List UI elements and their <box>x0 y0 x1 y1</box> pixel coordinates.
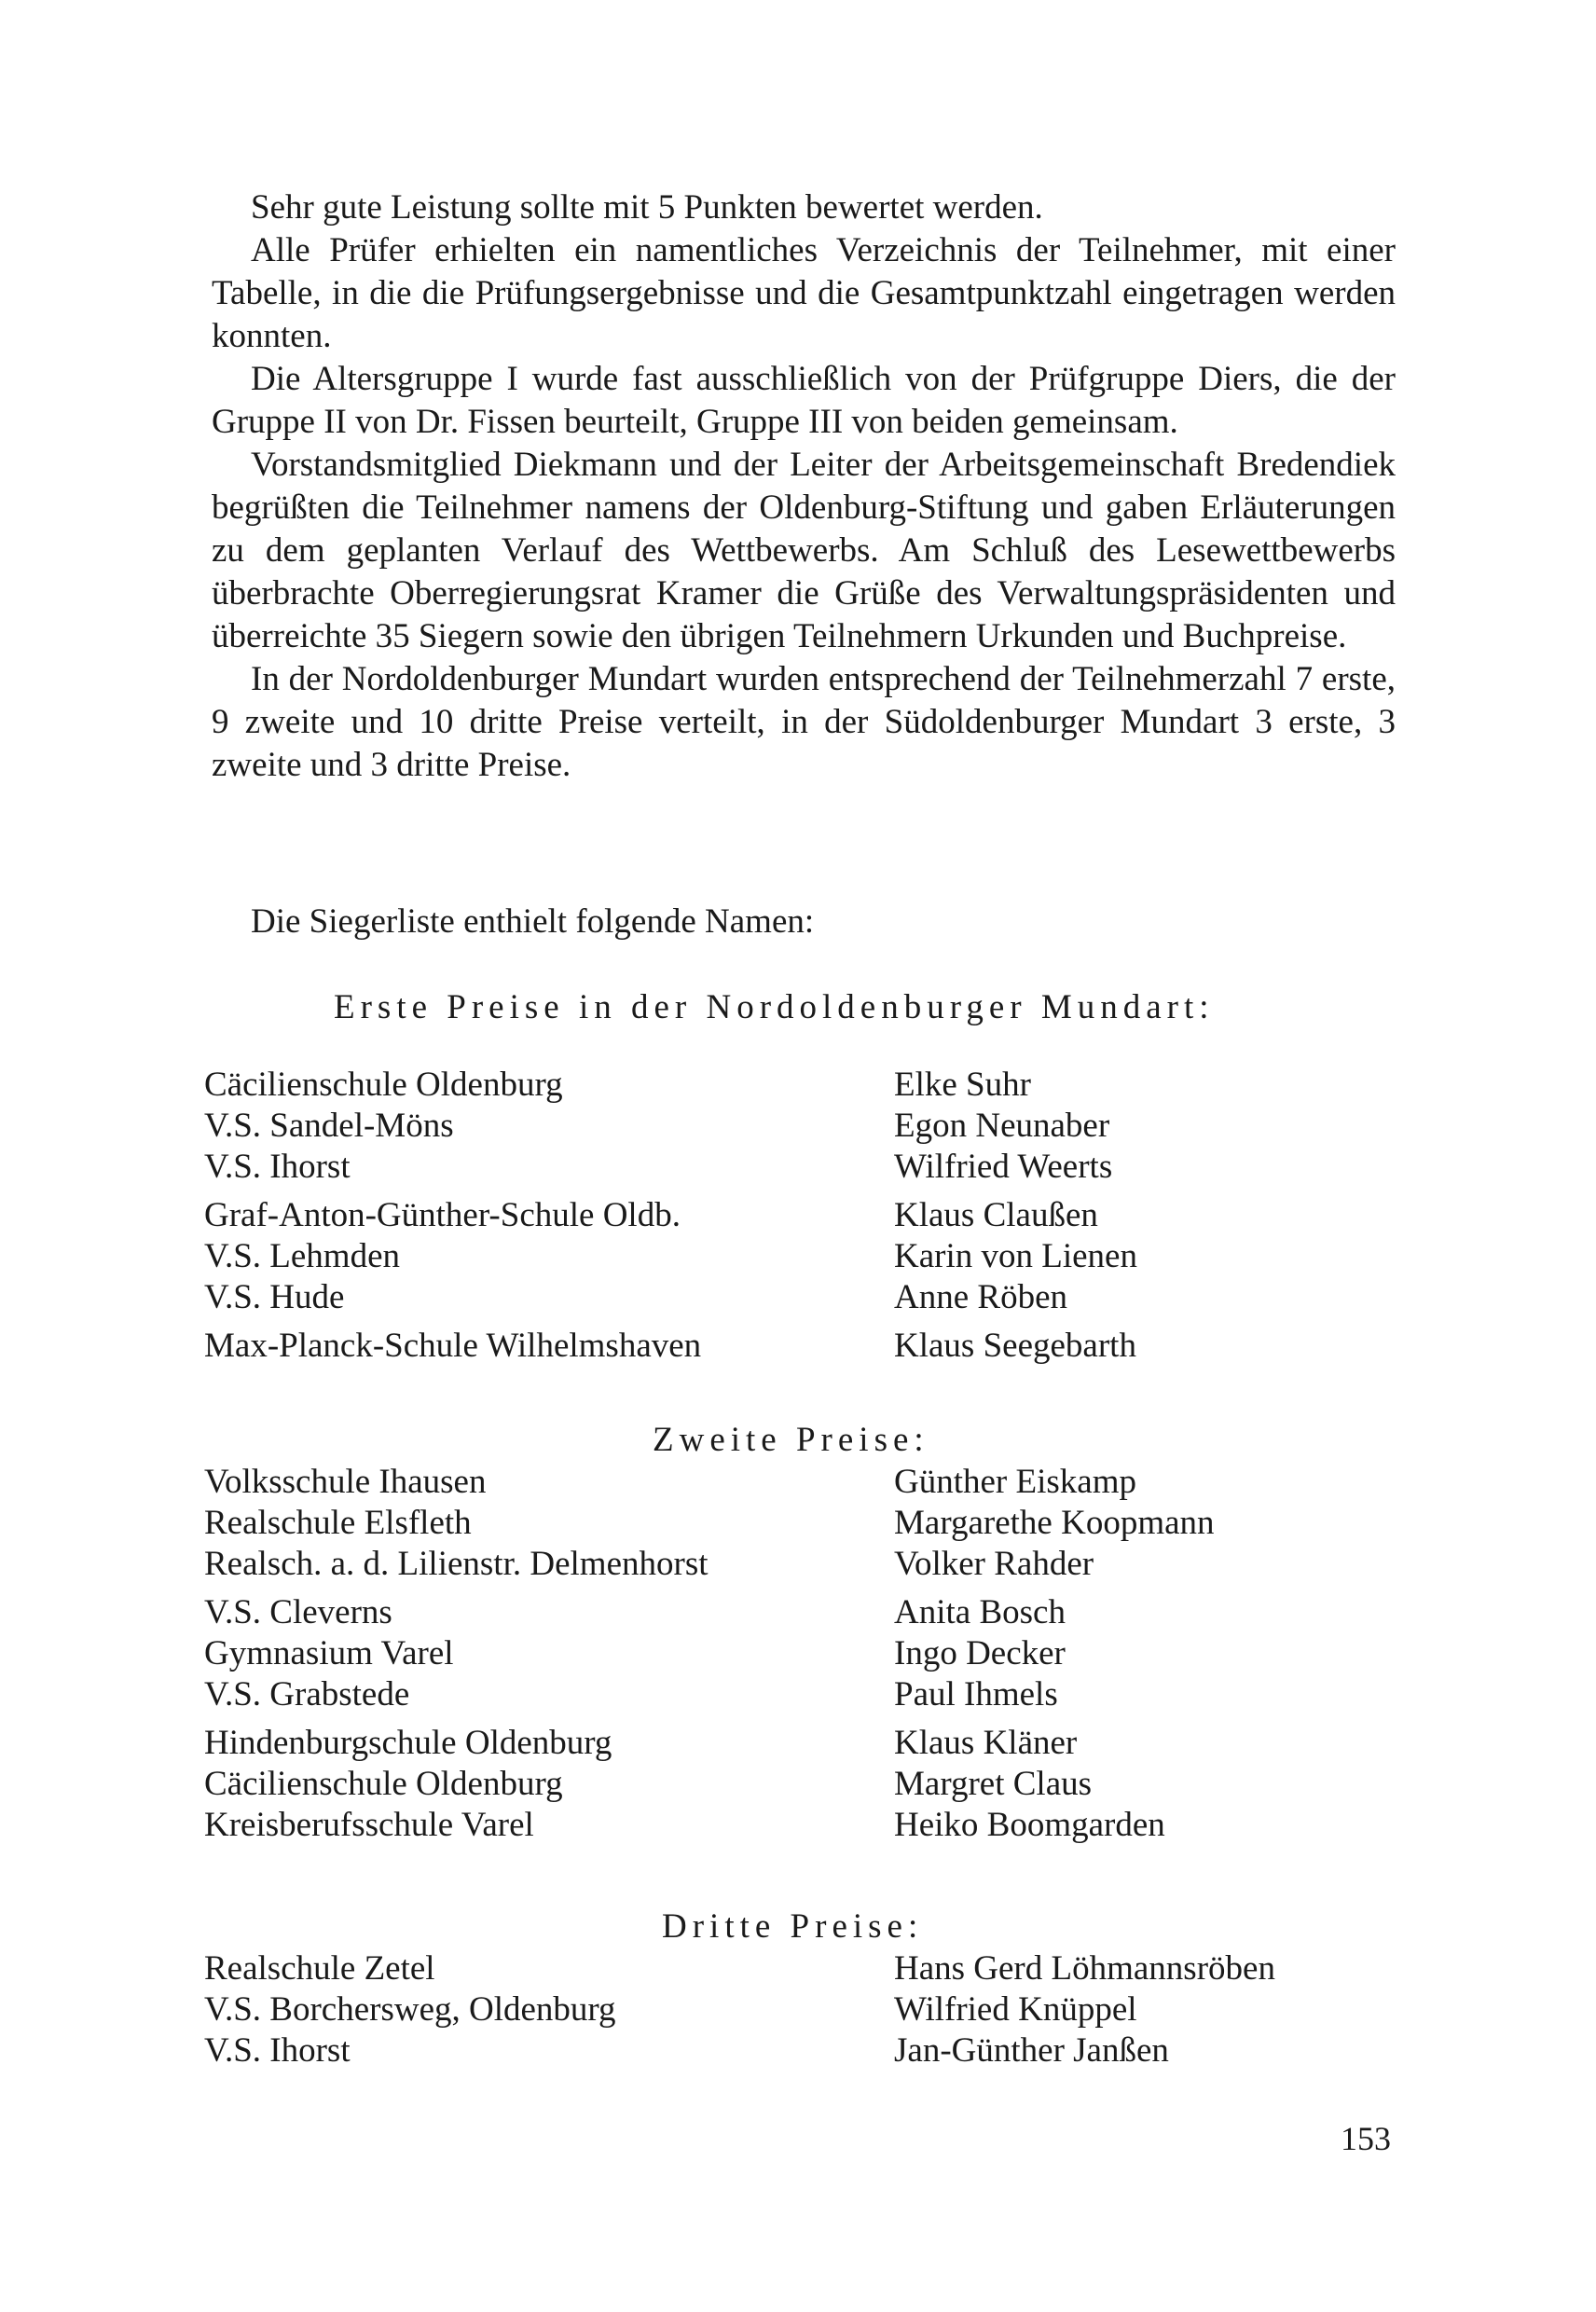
school-name: Gymnasium Varel <box>204 1634 454 1672</box>
school-name: Hindenburgschule Oldenburg <box>204 1724 612 1762</box>
list-item <box>204 1674 1323 1715</box>
school-name: Kreisberufsschule Varel <box>204 1806 534 1844</box>
winner-name: Anne Röben <box>894 1278 1067 1316</box>
winner-name: Günther Eiskamp <box>894 1463 1136 1501</box>
winner-name: Paul Ihmels <box>894 1675 1058 1713</box>
school-name: Realsch. a. d. Lilienstr. Delmenhorst <box>204 1545 709 1583</box>
list-item <box>204 1462 1323 1503</box>
winner-name: Heiko Boomgarden <box>894 1806 1165 1844</box>
heading-first-prizes: Erste Preise in der Nordoldenburger Mundart: <box>334 988 1215 1026</box>
school-name: V.S. Hude <box>204 1278 345 1316</box>
paragraph-prizes: In der Nordoldenburger Mundart wurden entsprechend der Teilnehmerzahl 7 erste, 9 zweite und 10 dritte Preise verteilt, in der Südoldenburger Mundart 3 erste, 3 zweite und 3 dritte Preise. <box>212 660 1396 784</box>
list-item <box>204 1326 1323 1367</box>
school-name: Cäcilienschule Oldenburg <box>204 1765 563 1803</box>
winner-name: Ingo Decker <box>894 1634 1066 1672</box>
list-first-prizes <box>204 1065 1323 1367</box>
list-item <box>204 1805 1323 1846</box>
winner-name: Klaus Kläner <box>894 1724 1078 1762</box>
list-item <box>204 1544 1323 1585</box>
list-item <box>204 1277 1323 1318</box>
school-name: Graf-Anton-Günther-Schule Oldb. <box>204 1196 681 1234</box>
school-name: V.S. Borchersweg, Oldenburg <box>204 1990 616 2029</box>
paragraph-scoring: Sehr gute Leistung sollte mit 5 Punkten bewertet werden. <box>251 188 1043 227</box>
list-second-prizes <box>204 1462 1323 1846</box>
school-name: Max-Planck-Schule Wilhelmshaven <box>204 1327 702 1365</box>
list-item <box>204 1065 1323 1106</box>
winner-name: Margret Claus <box>894 1765 1093 1803</box>
school-name: Volksschule Ihausen <box>204 1463 487 1501</box>
winner-name: Karin von Lienen <box>894 1237 1137 1275</box>
school-name: V.S. Ihorst <box>204 2031 351 2070</box>
heading-third-prizes: Dritte Preise: <box>662 1907 924 1946</box>
list-item <box>204 2030 1323 2071</box>
winner-name: Margarethe Koopmann <box>894 1504 1215 1542</box>
winners-intro: Die Siegerliste enthielt folgende Namen: <box>251 902 815 941</box>
list-item <box>204 1195 1323 1236</box>
school-name: V.S. Sandel-Möns <box>204 1107 454 1145</box>
winner-name: Volker Rahder <box>894 1545 1094 1583</box>
list-item <box>204 1592 1323 1633</box>
list-item <box>204 1236 1323 1277</box>
list-item <box>204 1764 1323 1805</box>
list-item <box>204 1147 1323 1188</box>
paragraph-ceremony: Vorstandsmitglied Diekmann und der Leiter der Arbeitsgemeinschaft Bredendiek begrüßten die Teilnehmer namens der Oldenburg-Stiftung und gaben Erläuterungen zu dem geplanten Verlauf des Wettbewerbs. Am Schluß des Lesewettbewerbs überbrachte Oberregierungsrat Kramer die Grüße des Verwaltungspräsidenten und überreichte 35 Siegern sowie den übrigen Teilnehmern Urkunden und Buchpreise. <box>212 446 1396 655</box>
list-item <box>204 1948 1323 1989</box>
winner-name: Klaus Seegebarth <box>894 1327 1136 1365</box>
school-name: V.S. Ihorst <box>204 1148 351 1186</box>
paragraph-age-groups: Die Altersgruppe I wurde fast ausschließlich von der Prüfgruppe Diers, die der Gruppe II von Dr. Fissen beurteilt, Gruppe III von beiden gemeinsam. <box>212 360 1396 441</box>
body-text <box>212 186 1396 787</box>
winner-name: Anita Bosch <box>894 1593 1066 1631</box>
winner-name: Wilfried Weerts <box>894 1148 1113 1186</box>
school-name: Realschule Elsfleth <box>204 1504 472 1542</box>
winner-name: Jan-Günther Janßen <box>894 2031 1169 2070</box>
school-name: Realschule Zetel <box>204 1949 435 1988</box>
school-name: V.S. Grabstede <box>204 1675 410 1713</box>
winner-name: Wilfried Knüppel <box>894 1990 1137 2029</box>
winner-name: Egon Neunaber <box>894 1107 1110 1145</box>
school-name: V.S. Cleverns <box>204 1593 392 1631</box>
winner-name: Klaus Claußen <box>894 1196 1098 1234</box>
list-item <box>204 1989 1323 2030</box>
winner-name: Elke Suhr <box>894 1066 1031 1104</box>
winner-name: Hans Gerd Löhmannsröben <box>894 1949 1275 1988</box>
heading-second-prizes: Zweite Preise: <box>653 1421 929 1459</box>
paragraph-examiner-list: Alle Prüfer erhielten ein namentliches Verzeichnis der Teilnehmer, mit einer Tabelle, in die die Prüfungsergebnisse und die Gesamtpunktzahl eingetragen werden konnten. <box>212 231 1396 355</box>
list-item <box>204 1633 1323 1674</box>
school-name: V.S. Lehmden <box>204 1237 401 1275</box>
list-item <box>204 1503 1323 1544</box>
school-name: Cäcilienschule Oldenburg <box>204 1066 563 1104</box>
page-number: 153 <box>1341 2120 1391 2157</box>
list-item <box>204 1106 1323 1147</box>
list-item <box>204 1723 1323 1764</box>
list-third-prizes <box>204 1948 1323 2071</box>
